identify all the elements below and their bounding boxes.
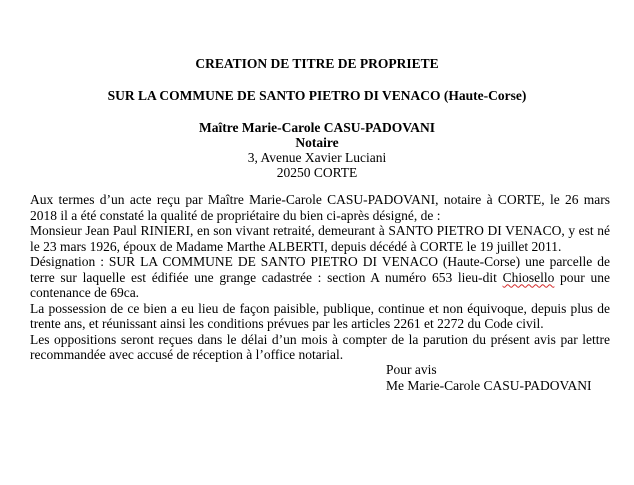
paragraph-deed: Aux termes d’un acte reçu par Maître Marie-Carole CASU-PADOVANI, notaire à CORTE, le 26 mars 2018 il a été constaté la qualité de propriétaire du bien ci-après désigné, de : [30,192,610,223]
place-name: Chiosello [502,269,555,285]
signature-pour-avis: Pour avis [386,362,437,377]
paragraph-designation [30,254,610,301]
signature-block [386,362,592,394]
notary-address: 3, Avenue Xavier Luciani [247,150,387,165]
designation-text-end: pour une contenance de 69ca. [30,269,610,300]
document-subtitle: SUR LA COMMUNE DE SANTO PIETRO DI VENACO (Haute-Corse) [107,88,527,103]
paragraph-oppositions: Les oppositions seront reçues dans le délai d’un mois à compter de la parution du présent avis par lettre recommandée avec accusé de réception à l’office notarial. [30,331,610,362]
notary-block [0,120,634,180]
notary-postal-city: 20250 CORTE [276,165,358,180]
paragraph-owner: Monsieur Jean Paul RINIERI, en son vivant retraité, demeurant à SANTO PIETRO DI VENACO, y est né le 23 mars 1926, époux de Madame Marthe ALBERTI, depuis décédé à CORTE le 19 juillet 2011. [30,223,610,254]
notary-name: Maître Marie-Carole CASU-PADOVANI [199,120,435,135]
document-title: CREATION DE TITRE DE PROPRIETE [195,56,439,71]
notice-body [30,192,610,363]
designation-text-start: Désignation : SUR LA COMMUNE DE SANTO PIETRO DI VENACO (Haute-Corse) une parcelle de terre sur laquelle est édifiée une grange cadastrée : section A numéro 653 lieu-dit [30,254,610,285]
notary-role: Notaire [295,135,339,150]
signature-name: Me Marie-Carole CASU-PADOVANI [386,378,592,393]
paragraph-possession: La possession de ce bien a eu lieu de façon paisible, publique, continue et non équivoque, depuis plus de trente ans, et réunissant ainsi les conditions prévues par les articles 2261 et 2272 du Code civil. [30,300,610,331]
